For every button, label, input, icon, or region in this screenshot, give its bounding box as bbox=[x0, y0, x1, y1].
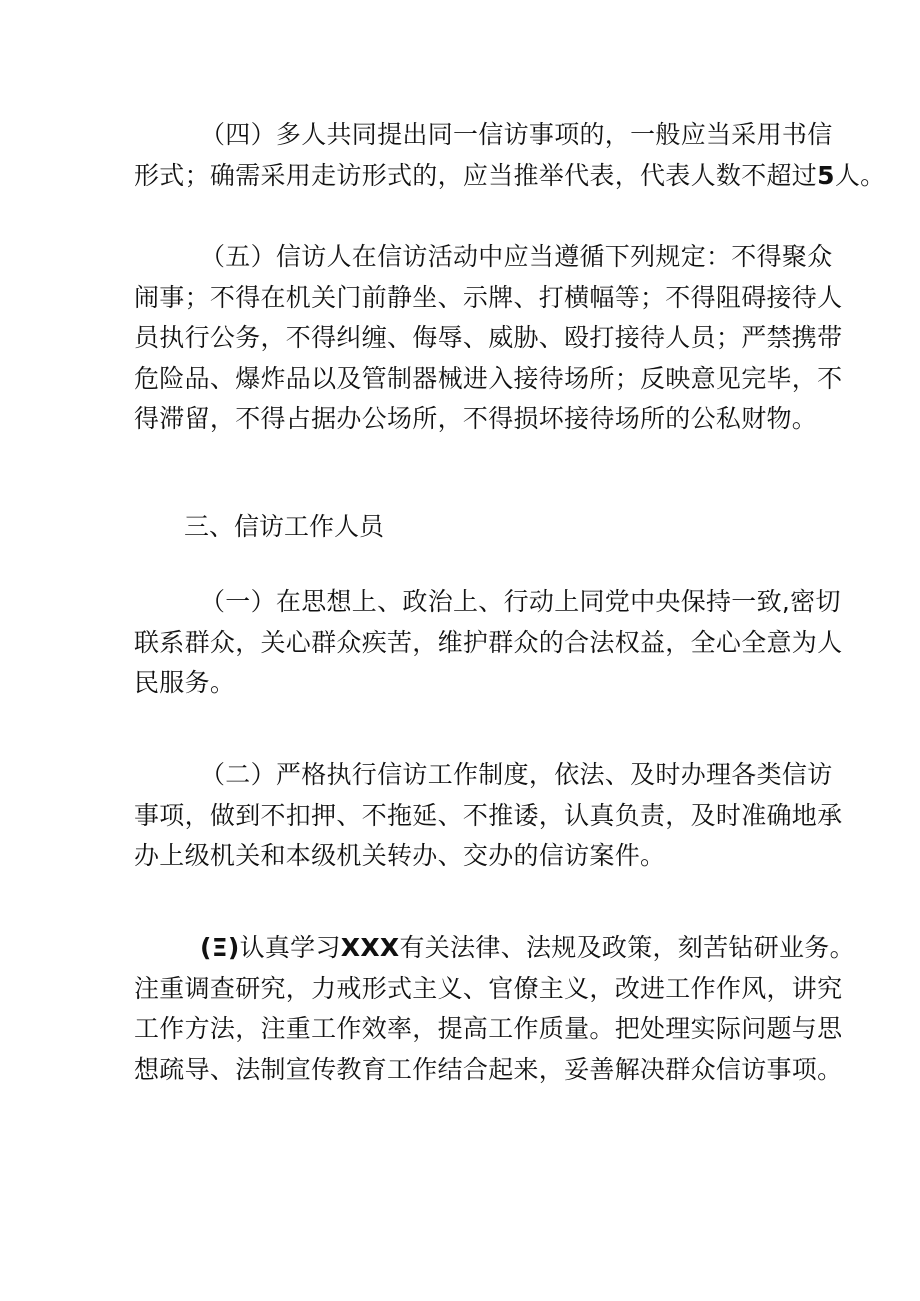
text-line: 闹事；不得在机关门前静坐、示牌、打横幅等；不得阻碍接待人 bbox=[134, 282, 843, 312]
text-line: 工作方法，注重工作效率，提高工作质量。把处理实际问题与思 bbox=[134, 1014, 843, 1043]
text-span: 形式；确需采用走访形式的，应当推举代表，代表人数不超过 bbox=[134, 160, 818, 190]
text-line: 联系群众，关心群众疾苦，维护群众的合法权益，全心全意为人 bbox=[134, 627, 843, 657]
text-line: 办上级机关和本级机关转办、交办的信访案件。 bbox=[134, 841, 666, 870]
text-line: 危险品、爆炸品以及管制器械进入接待场所；反映意见完毕，不 bbox=[134, 363, 843, 393]
text-line: 员执行公务，不得纠缠、侮辱、威胁、殴打接待人员；严禁携带 bbox=[134, 323, 843, 352]
text-span: 人。 bbox=[834, 160, 886, 190]
text-line bbox=[134, 928, 855, 969]
paragraph-section-5 bbox=[134, 237, 843, 440]
text-line: （一）在思想上、政治上、行动上同党中央保持一致,密切 bbox=[200, 587, 841, 616]
paragraph-item-1 bbox=[134, 582, 843, 704]
item-marker: (Ξ) bbox=[200, 933, 240, 962]
text-line: （四）多人共同提出同一信访事项的，一般应当采用书信 bbox=[200, 120, 833, 149]
text-line: 想疏导、法制宣传教育工作结合起来，妥善解决群众信访事项。 bbox=[134, 1054, 843, 1084]
section-heading: 三、信访工作人员 bbox=[184, 512, 385, 541]
text-line: 注重调查研究，力戒形式主义、官僚主义，改进工作作风，讲究 bbox=[134, 973, 843, 1003]
text-line bbox=[134, 156, 886, 197]
text-line: 得滞留，不得占据办公场所，不得损坏接待场所的公私财物。 bbox=[134, 404, 818, 433]
placeholder-highlight: XXX bbox=[340, 933, 400, 962]
text-span: 有关法律、法规及政策，刻苦钻研业务。 bbox=[399, 933, 855, 962]
paragraph-section-4 bbox=[134, 115, 886, 196]
paragraph-item-2 bbox=[134, 755, 843, 877]
text-line: （二）严格执行信访工作制度，依法、及时办理各类信访 bbox=[200, 760, 833, 789]
text-line: （五）信访人在信访活动中应当遵循下列规定：不得聚众 bbox=[200, 242, 833, 271]
text-span: 认真学习 bbox=[239, 933, 341, 962]
paragraph-item-3 bbox=[134, 928, 855, 1090]
text-line: 事项，做到不扣押、不拖延、不推诿，认真负责，及时准确地承 bbox=[134, 800, 843, 830]
number-highlight: 5 bbox=[817, 160, 835, 190]
text-line: 民服务。 bbox=[134, 668, 236, 697]
